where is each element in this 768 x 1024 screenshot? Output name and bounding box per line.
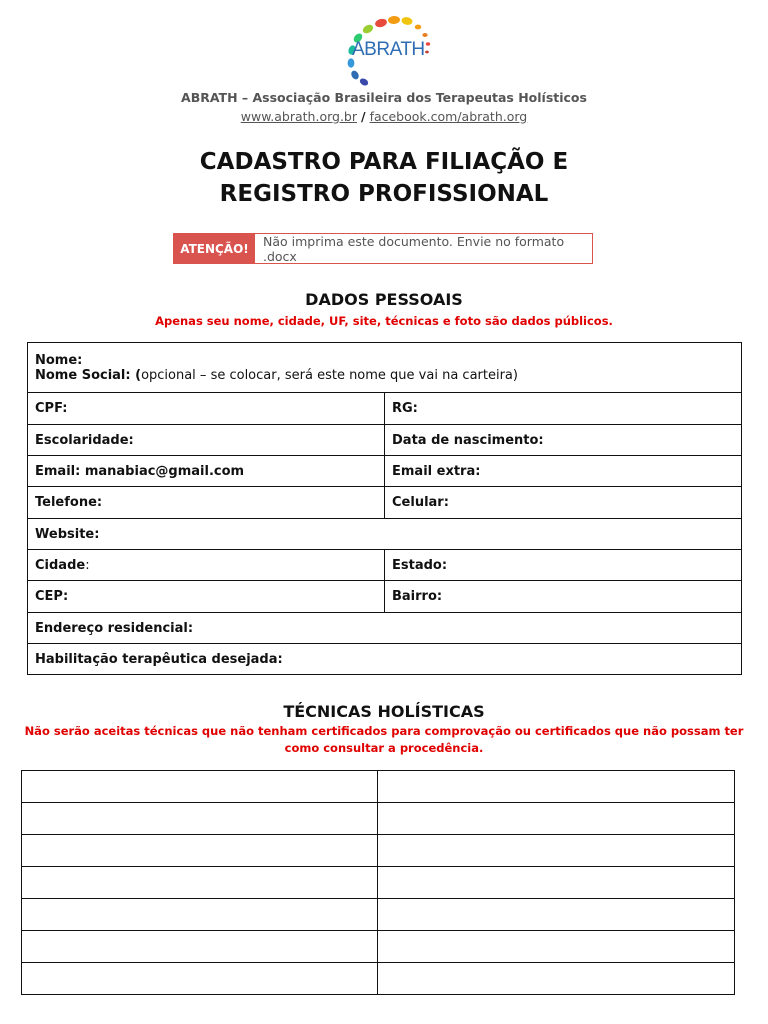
techniques-table [21,770,735,995]
facebook-link[interactable]: facebook.com/abrath.org [369,109,528,124]
form-row-name [28,343,742,393]
technique-row [22,771,735,803]
website-link[interactable]: www.abrath.org.br [240,109,358,124]
state-field[interactable]: Estado: [385,550,742,581]
education-field[interactable]: Escolaridade: [28,425,385,456]
website-field[interactable]: Website: [28,519,742,550]
form-row [28,581,742,613]
form-row [28,613,742,644]
attention-tag: ATENÇÃO! [174,234,255,263]
city-colon: : [85,557,90,573]
technique-cell[interactable] [378,963,735,995]
name-cell[interactable] [28,343,742,393]
neighborhood-field[interactable]: Bairro: [385,581,742,613]
email-field[interactable]: Email: manabiac@gmail.com [28,456,385,487]
social-name-label: Nome Social: [35,367,131,383]
technique-cell[interactable] [378,867,735,899]
organization-name: ABRATH – Associação Brasileira dos Terapeutas Holísticos [181,90,587,105]
form-row [28,519,742,550]
technique-row [22,867,735,899]
technique-row [22,899,735,931]
technique-row [22,803,735,835]
name-label: Nome: [35,352,83,368]
technique-cell[interactable] [22,835,378,867]
technique-cell[interactable] [378,931,735,963]
techniques-note [20,723,748,757]
form-row [28,550,742,581]
social-name-line [35,368,734,383]
techniques-note-line-2: como consultar a procedência. [284,741,484,755]
technique-cell[interactable] [378,899,735,931]
attention-banner [173,233,593,264]
technique-row [22,931,735,963]
social-name-paren: ( [130,367,142,383]
technique-cell[interactable] [22,867,378,899]
birth-date-field[interactable]: Data de nascimento: [385,425,742,456]
address-field[interactable]: Endereço residencial: [28,613,742,644]
therapeutic-qualification-field[interactable]: Habilitação terapêutica desejada: [28,644,742,675]
techniques-note-line-1: Não serão aceitas técnicas que não tenham certificados para comprovação ou certificados que não possam ter [24,724,744,738]
personal-data-note: Apenas seu nome, cidade, UF, site, técnicas e foto são dados públicos. [155,314,613,328]
city-field[interactable] [28,550,385,581]
technique-cell[interactable] [22,899,378,931]
form-row [28,425,742,456]
technique-cell[interactable] [22,963,378,995]
technique-cell[interactable] [378,803,735,835]
technique-cell[interactable] [378,835,735,867]
technique-cell[interactable] [378,771,735,803]
page-title-line-2: REGISTRO PROFISSIONAL [219,181,549,207]
city-label: Cidade [35,557,86,573]
header-links [0,109,768,124]
logo-text: ABRATH [352,39,425,60]
techniques-heading: TÉCNICAS HOLÍSTICAS [283,702,485,721]
technique-cell[interactable] [22,803,378,835]
link-separator: / [361,109,366,124]
personal-data-form [27,342,742,675]
page-title-line-1: CADASTRO PARA FILIAÇÃO E [199,149,569,175]
zip-code-field[interactable]: CEP: [28,581,385,613]
form-row [28,393,742,425]
phone-field[interactable]: Telefone: [28,487,385,519]
technique-cell[interactable] [22,771,378,803]
form-row [28,456,742,487]
technique-row [22,835,735,867]
technique-row [22,963,735,995]
attention-message: Não imprima este documento. Envie no formato .docx [263,233,565,264]
rg-field[interactable]: RG: [385,393,742,425]
social-name-hint: opcional – se colocar, será este nome que vai na carteira) [141,367,518,383]
mobile-field[interactable]: Celular: [385,487,742,519]
form-row [28,644,742,675]
personal-data-heading: DADOS PESSOAIS [305,290,463,309]
extra-email-field[interactable]: Email extra: [385,456,742,487]
page-title [0,146,768,210]
technique-cell[interactable] [22,931,378,963]
cpf-field[interactable]: CPF: [28,393,385,425]
form-row [28,487,742,519]
